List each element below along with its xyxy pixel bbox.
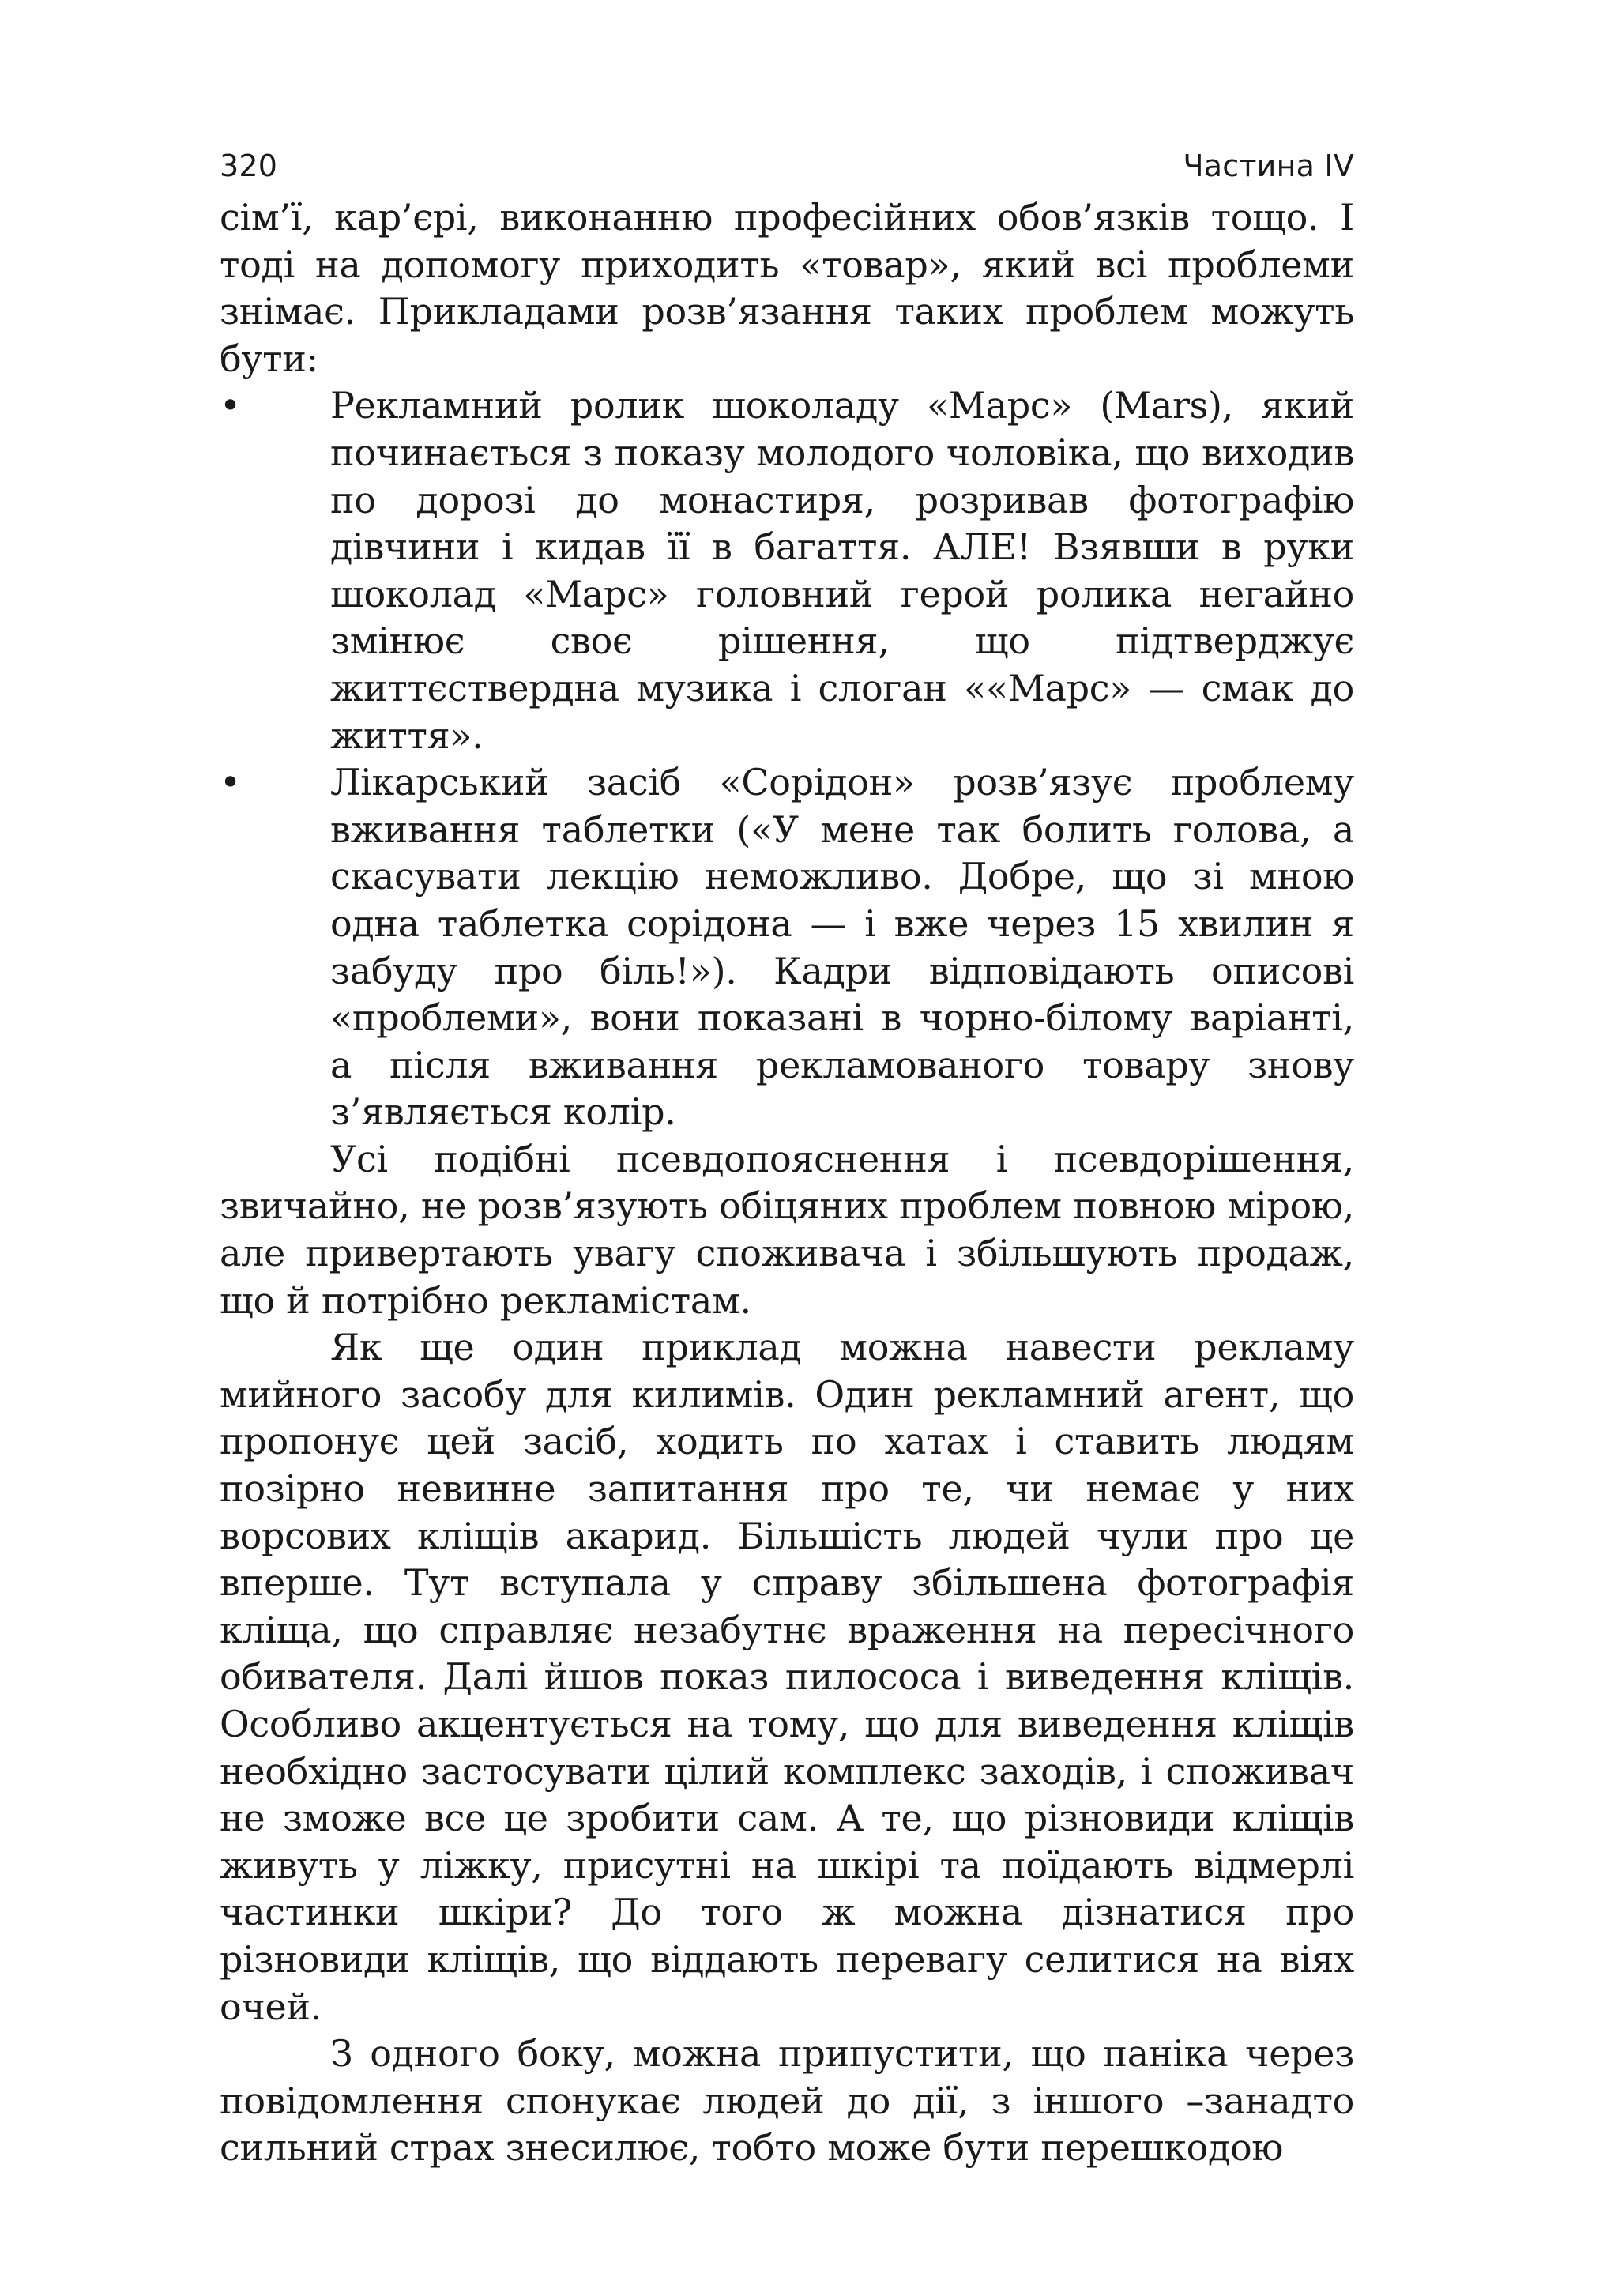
book-page: [220, 142, 1354, 2172]
page-number: 320: [220, 149, 278, 183]
paragraph-3: Як ще один приклад можна навести рекламу мийного засобу для килимів. Один рекламний агент, що пропонує цей засіб, ходить по хатах і ставить людям позірно невинне запитання про те, чи немає у них ворсових кліщів акарид. Більшість людей чули про це вперше. Тут вступала у справу збільшена фотографія кліща, що справляє незабутнє враження на пересічного обивателя. Далі йшов показ пилососа і виведення кліщів. Особливо акцентується на тому, що для виведення кліщів необхідно застосувати цілий комплекс заходів, і споживач не зможе все це зробити сам. А те, що різновиди кліщів живуть у ліжку, присутні на шкірі та поїдають відмерлі частинки шкіри? До того ж можна дізнатися про різновиди кліщів, що віддають перевагу селитися на віях очей.: [220, 1326, 1354, 2028]
bullet-marker: •: [220, 384, 241, 427]
paragraph-1: сім’ї, кар’єрі, виконанню професійних обов’язків тощо. І тоді на допомогу приходить «товар», який всі проблеми знімає. Прикладами розв’язання таких проблем можуть бути:: [220, 196, 1354, 380]
paragraph-4: З одного боку, можна припустити, що паніка через повідомлення спонукає людей до дії, з іншого –занадто сильний страх знесилює, тобто може бути перешкодою: [220, 2032, 1354, 2170]
list-item-text: Лікарський засіб «Сорідон» розв’язує проблему вживання таблетки («У мене так болить голова, а скасувати лекцію неможливо. Добре, що зі мною одна таблетка сорідона — і вже через 15 хвилин я забуду про біль!»). Кадри відповідають описові «проблеми», вони показані в чорно-білому варіанті, а після вживання рекламованого товару знову з’являється колір.: [330, 761, 1354, 1134]
section-title: Частина IV: [1183, 149, 1354, 183]
list-item: [220, 382, 1354, 759]
paragraph-2: Усі подібні псевдопояснення і псевдорішення, звичайно, не розв’язують обіцяних проблем повною мірою, але привертають увагу споживача і збільшують продаж, що й потрібно рекламістам.: [220, 1137, 1354, 1322]
running-head: [220, 142, 1354, 190]
body-text: [220, 194, 1354, 2172]
bullet-list: [220, 382, 1354, 1136]
bullet-marker: •: [220, 761, 241, 804]
list-item: [220, 759, 1354, 1136]
list-item-text: Рекламний ролик шоколаду «Марс» (Mars), який починається з показу молодого чоловіка, що виходив по дорозі до монастиря, розривав фотографію дівчини і кидав її в багаття. АЛЕ! Взявши в руки шоколад «Марс» головний герой ролика негайно змінює своє рішення, що підтверджує життєствердна музика і слоган ««Марс» — смак до життя».: [330, 384, 1354, 757]
